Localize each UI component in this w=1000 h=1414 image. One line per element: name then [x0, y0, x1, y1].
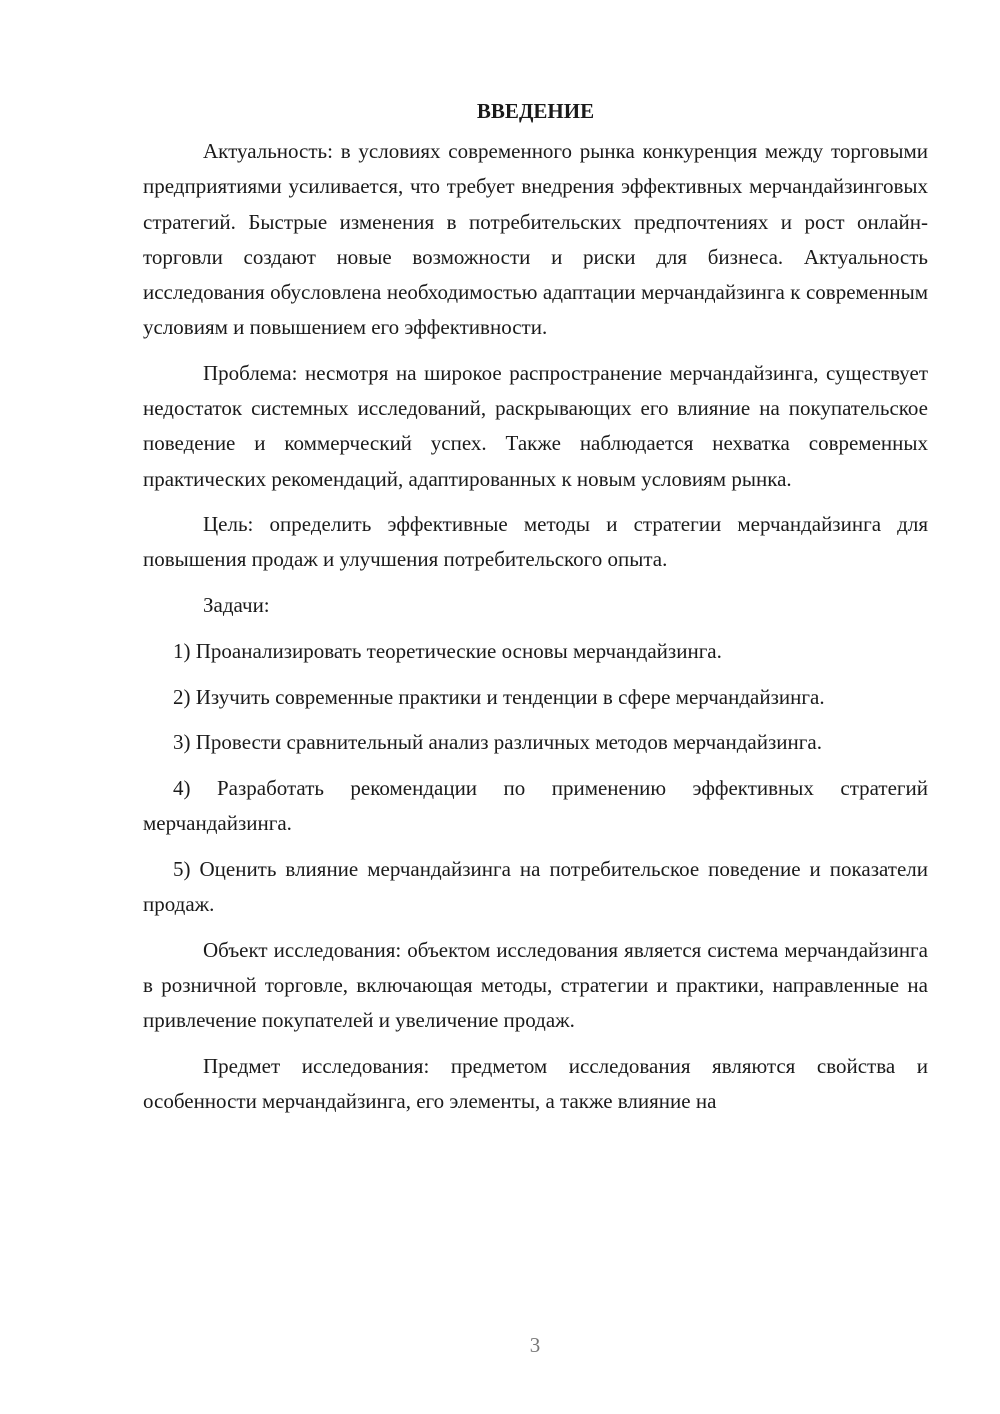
section-title: ВВЕДЕНИЕ: [476, 99, 595, 123]
task-item-2: 2) Изучить современные практики и тенденции в сфере мерчандайзинга.: [173, 684, 825, 709]
paragraph-tasks-heading: Задачи:: [203, 593, 270, 618]
page-number: 3: [529, 1333, 541, 1357]
paragraph-relevance: Актуальность: в условиях современного рынка конкуренция между торговыми предприятиями усиливается, что требует внедрения эффективных мерчандайзинговых стратегий. Быстрые изменения в потребительских предпочтениях и рост онлайн-торговли создают новые возможности и риски для бизнеса. Актуальность исследования обусловлена необходимостью адаптации мерчандайзинга к современным условиям и повышением его эффективности.: [143, 139, 928, 340]
task-item-4: 4) Разработать рекомендации по применению эффективных стратегий мерчандайзинга.: [143, 775, 928, 836]
paragraph-research-object: Объект исследования: объектом исследования является система мерчандайзинга в розничной торговле, включающая методы, стратегии и практики, направленные на привлечение покупателей и увеличение продаж.: [143, 937, 928, 1033]
paragraph-research-subject: Предмет исследования: предметом исследования являются свойства и особенности мерчандайзинга, его элементы, а также влияние на: [143, 1053, 928, 1114]
task-item-5: 5) Оценить влияние мерчандайзинга на потребительское поведение и показатели продаж.: [143, 856, 928, 917]
document-page: [143, 94, 928, 1130]
paragraph-goal: Цель: определить эффективные методы и стратегии мерчандайзинга для повышения продаж и улучшения потребительского опыта.: [143, 512, 928, 572]
task-item-3: 3) Провести сравнительный анализ различных методов мерчандайзинга.: [173, 730, 822, 755]
paragraph-problem: Проблема: несмотря на широкое распространение мерчандайзинга, существует недостаток системных исследований, раскрывающих его влияние на покупательское поведение и коммерческий успех. Также наблюдается нехватка современных практических рекомендаций, адаптированных к новым условиям рынка.: [143, 360, 928, 491]
task-item-1: 1) Проанализировать теоретические основы мерчандайзинга.: [173, 638, 722, 663]
